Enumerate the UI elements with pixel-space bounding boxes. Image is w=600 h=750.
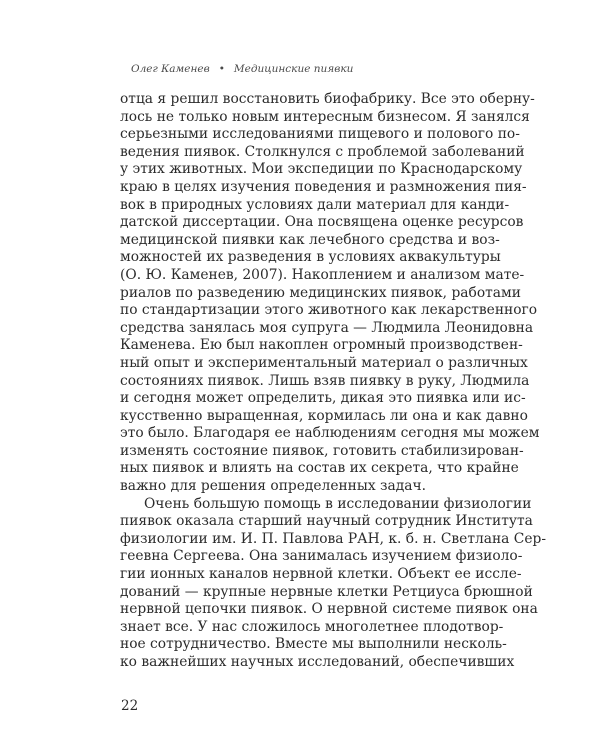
header-book-title: Медицинские пиявки [233, 63, 354, 75]
text-line: знает все. У нас сложилось многолетнее плодотвор- [120, 618, 504, 635]
text-line: и сегодня может определить, дикая это пиявка или ис- [120, 390, 526, 407]
running-header [131, 63, 353, 75]
text-line: ное сотрудничество. Вместе мы выполнили несколь- [120, 636, 507, 653]
text-line: по стандартизации этого животного как лекарственного [120, 302, 538, 319]
text-line: краю в целях изучения поведения и размножения пия- [120, 178, 527, 195]
text-line: это было. Благодаря ее наблюдениям сегодня мы можем [120, 425, 540, 442]
text-line: (О. Ю. Каменев, 2007). Накоплением и анализом мате- [120, 266, 525, 283]
text-line: Каменева. Ею был накоплен огромный производствен- [120, 337, 523, 354]
text-line: нервной цепочки пиявок. О нервной системе пиявок она [120, 601, 538, 618]
text-line: изменять состояние пиявок, готовить стабилизирован- [120, 442, 524, 459]
text-line: физиологии им. И. П. Павлова РАН, к. б. н. Светлана Сер- [120, 530, 546, 547]
text-line: серьезными исследованиями пищевого и полового по- [120, 126, 520, 143]
paragraph [120, 91, 540, 496]
paragraph [120, 495, 546, 672]
text-line: геевна Сергеева. Она занималась изучением физиоло- [120, 548, 523, 565]
text-line: отца я решил восстановить биофабрику. Все это оберну- [120, 91, 535, 107]
text-line: датской диссертации. Она посвящена оценке ресурсов [120, 214, 524, 231]
text-line: ный опыт и экспериментальный материал о различных [120, 354, 528, 371]
text-line: риалов по разведению медицинских пиявок, работами [120, 284, 521, 301]
text-line: ко важнейших научных исследований, обеспечивших [120, 654, 515, 670]
text-line: можностей их разведения в условиях аквакультуры [120, 249, 501, 266]
text-line: состояниях пиявок. Лишь взяв пиявку в руку, Людмила [120, 372, 530, 389]
text-line: у этих животных. Мои экспедиции по Краснодарскому [120, 161, 523, 178]
text-line: важно для решения определенных задач. [120, 478, 426, 495]
text-line: дований — крупные нервные клетки Ретциуса брюшной [120, 583, 533, 600]
text-line: ных пиявок и влиять на состав их секрета, что крайне [120, 460, 519, 477]
header-separator: • [218, 63, 225, 75]
text-line: вок в природных условиях дали материал для канди- [120, 196, 510, 213]
text-line: Очень большую помощь в исследовании физиологии [144, 495, 532, 512]
text-line: медицинской пиявки как лечебного средства и воз- [120, 231, 500, 248]
page-body-text [120, 91, 546, 672]
page-number: 22 [121, 698, 139, 714]
text-line: ведения пиявок. Столкнулся с проблемой заболеваний [120, 143, 525, 160]
text-line: средства занялась моя супруга — Людмила Леонидовна [120, 319, 534, 336]
text-line: пиявок оказала старший научный сотрудник Института [120, 513, 533, 530]
text-line: гии ионных каналов нервной клетки. Объект ее иссле- [120, 566, 522, 583]
header-author: Олег Каменев [131, 63, 210, 75]
text-line: кусственно выращенная, кормилась ли она и как давно [120, 407, 528, 424]
text-line: лось не только новым интересным бизнесом. Я занялся [120, 108, 530, 125]
